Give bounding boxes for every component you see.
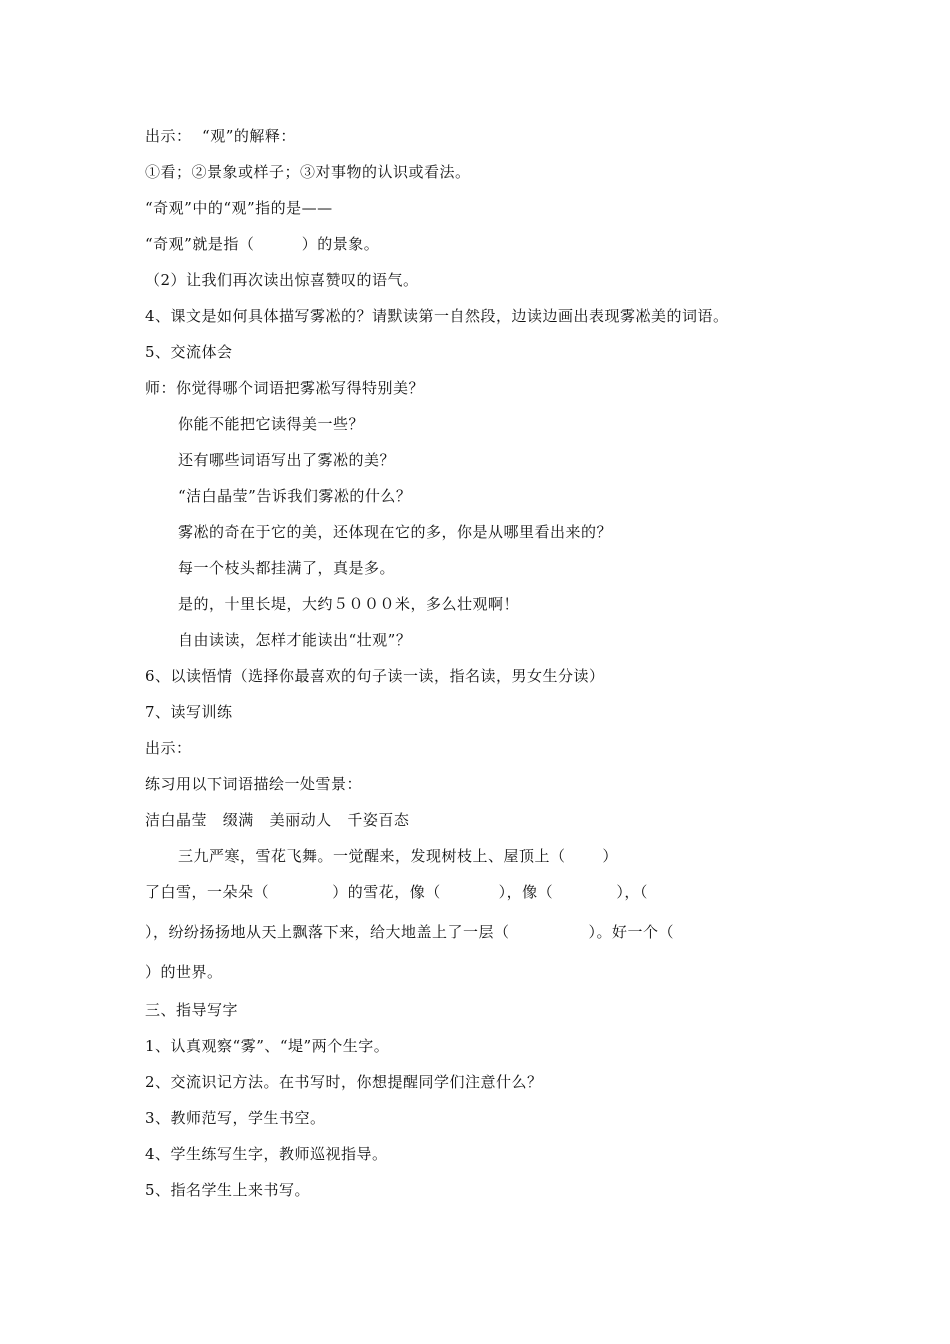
section-3-heading: 三、指导写字	[145, 1001, 239, 1019]
show-label: 出示：	[145, 739, 192, 757]
writing-step-5: 5、指名学生上来书写。	[145, 1181, 311, 1199]
fill-in-paragraph: ），纷纷扬扬地从天上飘落下来，给大地盖上了一层（ ）。好一个（	[145, 923, 675, 941]
guan-meanings: ①看；②景象或样子；③对事物的认识或看法。	[145, 163, 471, 181]
teacher-line: 还有哪些词语写出了雾凇的美？	[178, 451, 396, 469]
step-5: 5、交流体会	[145, 343, 233, 361]
fill-in-paragraph: 三九严寒，雪花飞舞。一觉醒来，发现树枝上、屋顶上（ ）	[178, 847, 618, 865]
fill-in-paragraph: ）的世界。	[145, 963, 223, 981]
step-4: 4、课文是如何具体描写雾凇的？请默读第一自然段，边读边画出表现雾凇美的词语。	[145, 307, 729, 325]
writing-step-3: 3、教师范写，学生书空。	[145, 1109, 326, 1127]
fill-in-paragraph: 了白雪，一朵朵（ ）的雪花，像（ ），像（ ），（	[145, 883, 648, 901]
teacher-line: 雾凇的奇在于它的美，还体现在它的多，你是从哪里看出来的？	[178, 523, 613, 541]
teacher-question: 师：你觉得哪个词语把雾凇写得特别美？	[145, 379, 425, 397]
writing-step-2: 2、交流识记方法。在书写时，你想提醒同学们注意什么？	[145, 1073, 543, 1091]
teacher-line: 是的，十里长堤，大约５０００米，多么壮观啊！	[178, 595, 520, 613]
question-qiguan: “奇观”就是指（ ）的景象。	[145, 235, 380, 253]
teacher-line: “洁白晶莹”告诉我们雾凇的什么？	[178, 487, 412, 505]
question-guan-meaning: “奇观”中的“观”指的是——	[145, 199, 333, 217]
word-list: 洁白晶莹 缀满 美丽动人 千姿百态	[145, 811, 410, 829]
step-7: 7、读写训练	[145, 703, 233, 721]
writing-step-4: 4、学生练写生字，教师巡视指导。	[145, 1145, 388, 1163]
teacher-line: 每一个枝头都挂满了，真是多。	[178, 559, 396, 577]
step-6: 6、以读悟情（选择你最喜欢的句子读一读，指名读，男女生分读）	[145, 667, 605, 685]
teacher-line: 你能不能把它读得美一些？	[178, 415, 365, 433]
step-read-again: （2）让我们再次读出惊喜赞叹的语气。	[145, 271, 419, 289]
exercise-instruction: 练习用以下词语描绘一处雪景：	[145, 775, 363, 793]
writing-step-1: 1、认真观察“雾”、“堤”两个生字。	[145, 1037, 390, 1055]
teacher-line: 自由读读，怎样才能读出“壮观”？	[178, 631, 412, 649]
show-label-guan: 出示： “观”的解释：	[145, 127, 296, 145]
